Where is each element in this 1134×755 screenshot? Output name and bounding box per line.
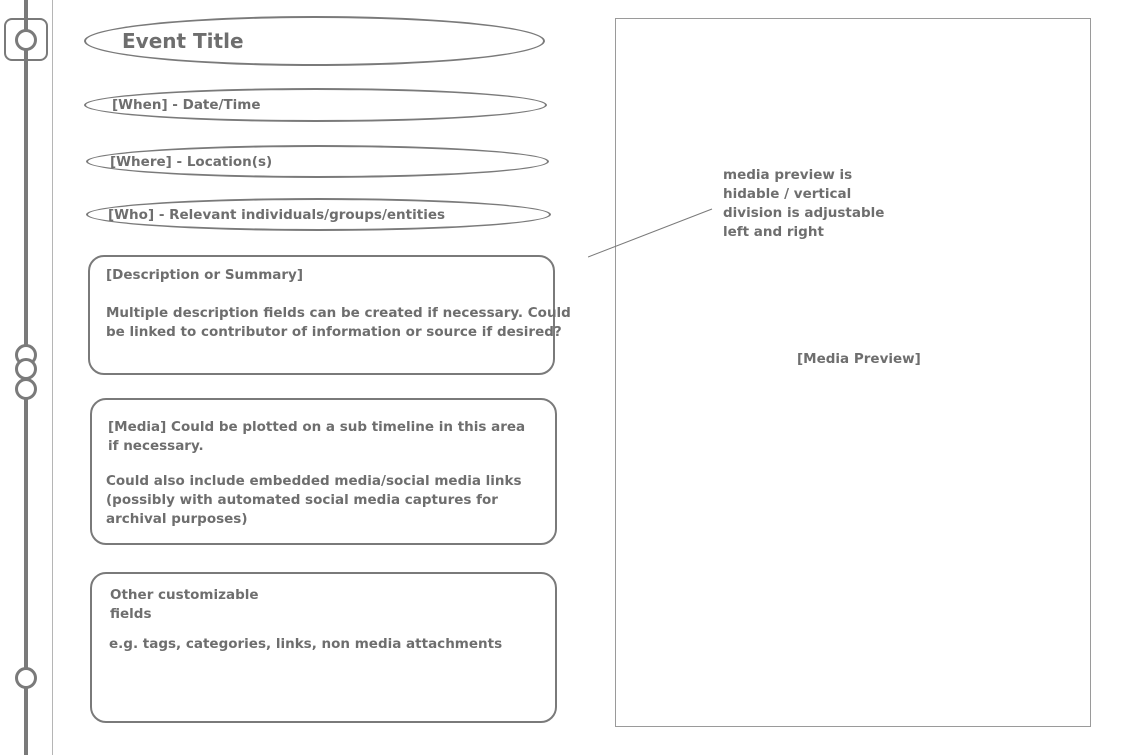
media-preview-panel[interactable] [615,18,1091,727]
media-preview-label: [Media Preview] [797,351,921,367]
description-heading: [Description or Summary] [106,267,304,283]
media-preview-annotation: media preview is hidable / vertical division is adjustable left and right [723,167,885,240]
event-title: Event Title [122,29,244,53]
other-fields-body: e.g. tags, categories, links, non media attachments [109,636,503,652]
description-body: Multiple description fields can be created if necessary. Could be linked to contributor of information or source if desired? [106,305,571,340]
other-fields-heading: Other customizable fields [110,587,259,622]
annotation-pointer-line [588,208,718,260]
who-field[interactable] [86,198,551,231]
event-title-field[interactable] [84,16,545,66]
timeline-node[interactable] [15,358,37,380]
timeline-node[interactable] [15,378,37,400]
timeline-node[interactable] [15,667,37,689]
where-label: [Where] - Location(s) [110,153,273,170]
when-field[interactable] [84,88,547,122]
media-embed-note: Could also include embedded media/social media links (possibly with automated social media captures for archival purposes) [106,473,522,527]
where-field[interactable] [86,145,549,178]
media-description: [Media] Could be plotted on a sub timeline in this area if necessary. [108,419,526,454]
timeline-node-selected[interactable] [15,29,37,51]
timeline-divider [52,0,53,755]
who-label: [Who] - Relevant individuals/groups/entities [108,206,446,223]
when-label: [When] - Date/Time [112,97,261,113]
